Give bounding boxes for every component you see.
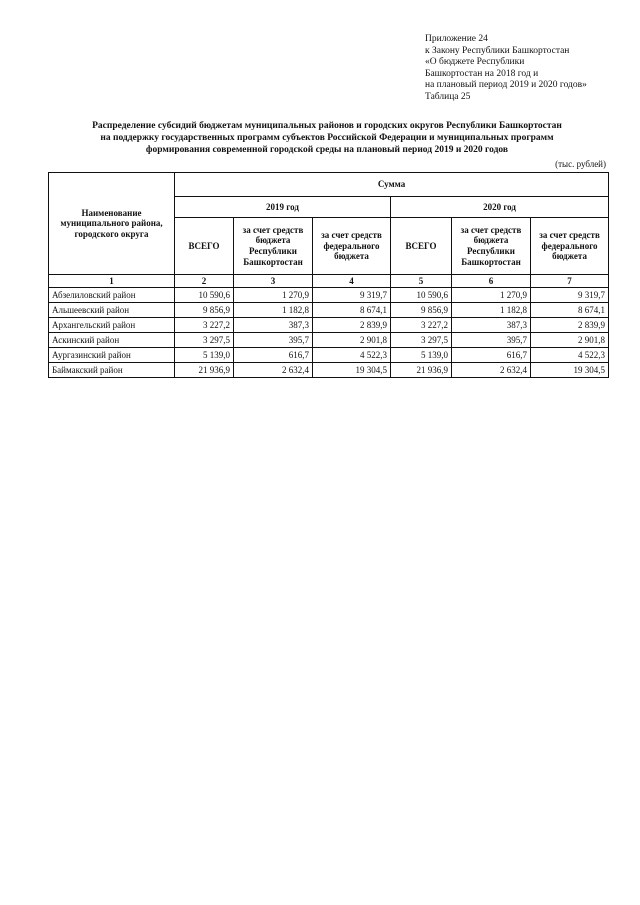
total-2019: 9 856,9 bbox=[175, 303, 234, 318]
total-2020: 5 139,0 bbox=[391, 348, 452, 363]
rb-budget-2020-header: за счет средств бюджета Республики Башкортостан bbox=[452, 218, 531, 275]
year-2019-header: 2019 год bbox=[175, 197, 391, 218]
units-label: (тыс. рублей) bbox=[555, 159, 606, 169]
column-number: 2 bbox=[175, 275, 234, 288]
column-number: 4 bbox=[313, 275, 391, 288]
appendix-line: Башкортостан на 2018 год и bbox=[425, 68, 539, 79]
rb-2020: 616,7 bbox=[452, 348, 531, 363]
appendix-line: Таблица 25 bbox=[425, 91, 471, 102]
title-line: на поддержку государственных программ субъектов Российской Федерации и муниципальных программ bbox=[100, 132, 554, 143]
rb-2019: 616,7 bbox=[234, 348, 313, 363]
table-row bbox=[49, 318, 609, 333]
fed-2019: 2 839,9 bbox=[313, 318, 391, 333]
subsidy-table bbox=[48, 172, 609, 378]
rb-2020: 1 182,8 bbox=[452, 303, 531, 318]
district-name: Абзелиловский район bbox=[49, 288, 175, 303]
rb-2019: 1 270,9 bbox=[234, 288, 313, 303]
district-name: Архангельский район bbox=[49, 318, 175, 333]
fed-2019: 8 674,1 bbox=[313, 303, 391, 318]
district-name: Аскинский район bbox=[49, 333, 175, 348]
fed-budget-2019-header: за счет средств федерального бюджета bbox=[313, 218, 391, 275]
year-2020-header: 2020 год bbox=[391, 197, 609, 218]
column-number: 6 bbox=[452, 275, 531, 288]
fed-2019: 4 522,3 bbox=[313, 348, 391, 363]
column-number: 3 bbox=[234, 275, 313, 288]
appendix-line: Приложение 24 bbox=[425, 34, 488, 44]
appendix-header bbox=[425, 34, 587, 104]
fed-2020: 2 901,8 bbox=[531, 333, 609, 348]
fed-2020: 19 304,5 bbox=[531, 363, 609, 378]
total-2019: 21 936,9 bbox=[175, 363, 234, 378]
fed-budget-2020-header: за счет средств федерального бюджета bbox=[531, 218, 609, 275]
fed-2020: 8 674,1 bbox=[531, 303, 609, 318]
total-2019: 3 297,5 bbox=[175, 333, 234, 348]
rb-2020: 1 270,9 bbox=[452, 288, 531, 303]
sum-header: Сумма bbox=[175, 173, 609, 197]
total-2020: 9 856,9 bbox=[391, 303, 452, 318]
fed-2020: 2 839,9 bbox=[531, 318, 609, 333]
total-2020: 3 227,2 bbox=[391, 318, 452, 333]
table-row bbox=[49, 288, 609, 303]
table-row bbox=[49, 333, 609, 348]
column-number-row bbox=[49, 275, 609, 288]
column-number: 7 bbox=[531, 275, 609, 288]
appendix-line: «О бюджете Республики bbox=[425, 57, 525, 68]
total-2019: 3 227,2 bbox=[175, 318, 234, 333]
rb-2019: 395,7 bbox=[234, 333, 313, 348]
total-2019-header: ВСЕГО bbox=[175, 218, 234, 275]
total-2020: 3 297,5 bbox=[391, 333, 452, 348]
table-row bbox=[49, 348, 609, 363]
rb-2019: 387,3 bbox=[234, 318, 313, 333]
column-number: 1 bbox=[49, 275, 175, 288]
rb-2019: 1 182,8 bbox=[234, 303, 313, 318]
appendix-line: на плановый период 2019 и 2020 годов» bbox=[425, 80, 587, 91]
total-2019: 5 139,0 bbox=[175, 348, 234, 363]
name-column-header: Наименование муниципального района, городского округа bbox=[49, 173, 175, 275]
fed-2019: 19 304,5 bbox=[313, 363, 391, 378]
rb-2020: 395,7 bbox=[452, 333, 531, 348]
rb-2020: 387,3 bbox=[452, 318, 531, 333]
total-2020: 10 590,6 bbox=[391, 288, 452, 303]
fed-2019: 2 901,8 bbox=[313, 333, 391, 348]
appendix-line: к Закону Республики Башкортостан bbox=[425, 45, 570, 56]
rb-2019: 2 632,4 bbox=[234, 363, 313, 378]
fed-2019: 9 319,7 bbox=[313, 288, 391, 303]
rb-budget-2019-header: за счет средств бюджета Республики Башкортостан bbox=[234, 218, 313, 275]
fed-2020: 4 522,3 bbox=[531, 348, 609, 363]
total-2020: 21 936,9 bbox=[391, 363, 452, 378]
table-row bbox=[49, 303, 609, 318]
rb-2020: 2 632,4 bbox=[452, 363, 531, 378]
document-title bbox=[48, 121, 606, 156]
column-number: 5 bbox=[391, 275, 452, 288]
title-line: Распределение субсидий бюджетам муниципальных районов и городских округов Республики Башкортостан bbox=[92, 121, 562, 131]
title-line: формирования современной городской среды на плановый период 2019 и 2020 годов bbox=[145, 144, 509, 155]
fed-2020: 9 319,7 bbox=[531, 288, 609, 303]
table-row bbox=[49, 363, 609, 378]
total-2020-header: ВСЕГО bbox=[391, 218, 452, 275]
total-2019: 10 590,6 bbox=[175, 288, 234, 303]
district-name: Альшеевский район bbox=[49, 303, 175, 318]
district-name: Баймакский район bbox=[49, 363, 175, 378]
district-name: Аургазинский район bbox=[49, 348, 175, 363]
